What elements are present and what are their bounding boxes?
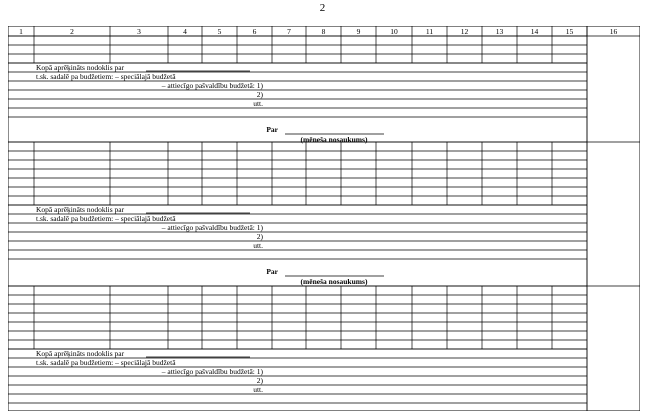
summary-etc-label: utt. [253, 241, 263, 250]
summary-etc-label: utt. [253, 385, 263, 394]
month-par-label: Par [266, 267, 278, 276]
summary-breakdown-label: t.sk. sadalē pa budžetiem: – speciālajā budžetā [36, 214, 176, 223]
column-number: 7 [287, 27, 291, 36]
summary-total-label: Kopā aprēķināts nodoklis par [36, 205, 125, 214]
summary-etc-label: utt. [253, 99, 263, 108]
column-number: 12 [460, 27, 469, 36]
summary-second-label: 2) [256, 376, 263, 385]
column-number: 13 [495, 27, 504, 36]
summary-breakdown-label: t.sk. sadalē pa budžetiem: – speciālajā budžetā [36, 72, 176, 81]
summary-municipal-label: – attiecīgo pašvaldību budžetā: 1) [161, 367, 263, 376]
page-number: 2 [319, 2, 326, 14]
month-caption: (mēneša nosaukums) [300, 277, 368, 286]
summary-municipal-label: – attiecīgo pašvaldību budžetā: 1) [161, 81, 263, 90]
summary-second-label: 2) [256, 232, 263, 241]
summary-second-label: 2) [256, 90, 263, 99]
column-number: 9 [356, 27, 361, 36]
column-number: 11 [425, 27, 434, 36]
column-number: 3 [137, 27, 141, 36]
summary-total-label: Kopā aprēķināts nodoklis par [36, 63, 125, 72]
month-caption: (mēneša nosaukums) [300, 135, 368, 144]
column-number: 10 [390, 27, 398, 36]
column-number: 4 [183, 27, 187, 36]
summary-breakdown-label: t.sk. sadalē pa budžetiem: – speciālajā budžetā [36, 358, 176, 367]
column-number: 2 [70, 27, 74, 36]
column-number: 5 [217, 27, 222, 36]
column-number: 8 [321, 27, 326, 36]
column-number: 16 [609, 27, 618, 36]
summary-total-label: Kopā aprēķināts nodoklis par [36, 349, 125, 358]
month-par-label: Par [266, 125, 278, 134]
column-number: 6 [252, 27, 257, 36]
column-number: 14 [530, 27, 539, 36]
summary-municipal-label: – attiecīgo pašvaldību budžetā: 1) [161, 223, 263, 232]
column-number: 15 [565, 27, 574, 36]
tax-form-table [8, 26, 640, 411]
column-number: 1 [19, 27, 23, 36]
